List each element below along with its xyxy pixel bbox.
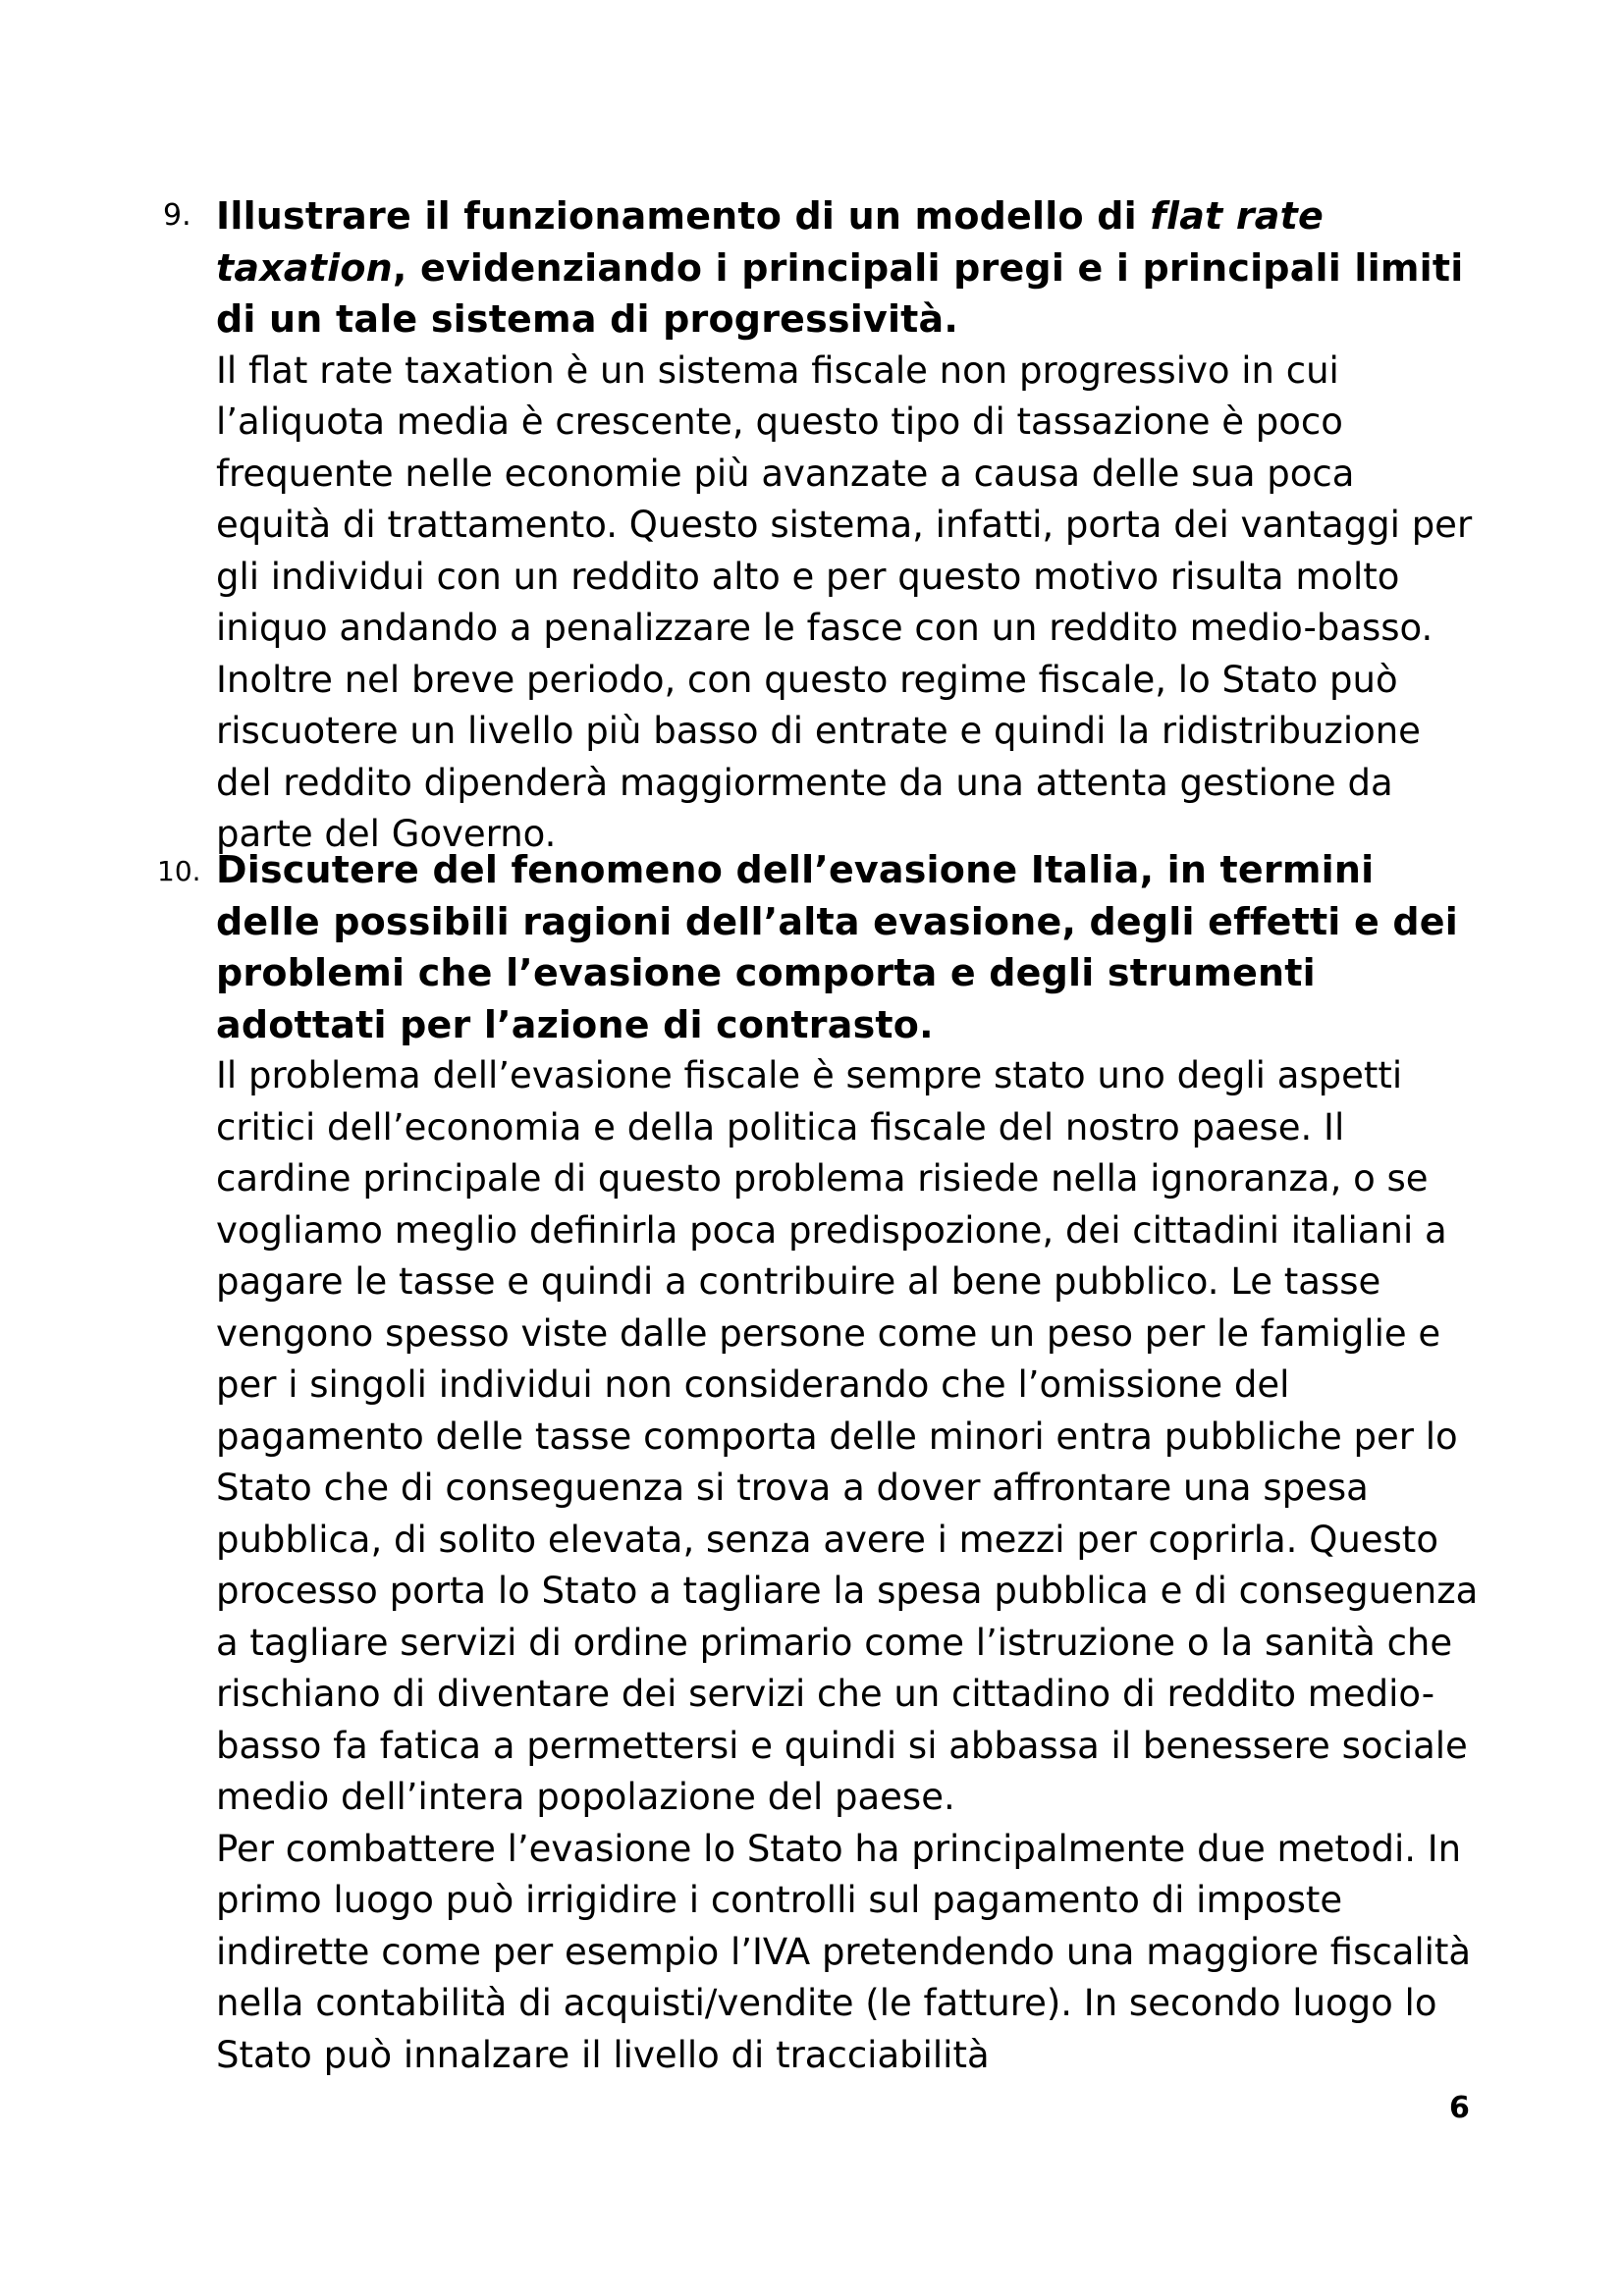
question-item-9: [163, 190, 1479, 861]
answer-body: [216, 1050, 1479, 2081]
answer-paragraph: Il problema dell’evasione fiscale è sempre stato uno degli aspetti critici dell’economia e della politica fiscale del nostro paese. Il cardine principale di questo problema risiede nella ignoranza, o se vogliamo meglio definirla poca predispozione, dei cittadini italiani a pagare le tasse e quindi a contribuire al bene pubblico. Le tasse vengono spesso viste dalle persone come un peso per le famiglie e per i singoli individui non considerando che l’omissione del pagamento delle tasse comporta delle minori entra pubbliche per lo Stato che di conseguenza si trova a dover affrontare una spesa pubblica, di solito elevata, senza avere i mezzi per coprirla. Questo processo porta lo Stato a tagliare la spesa pubblica e di conseguenza a tagliare servizi di ordine primario come l’istruzione o la sanità che rischiano di diventare dei servizi che un cittadino di reddito medio-basso fa fatica a permettersi e quindi si abbassa il benessere sociale medio dell’intera popolazione del paese.: [216, 1054, 1479, 1818]
item-number: 9.: [163, 198, 191, 233]
heading-italic-term: flat rate taxation: [216, 194, 1324, 290]
heading-text: , evidenziando i principali pregi e i principali limiti di un tale sistema di progressività.: [216, 245, 1464, 341]
question-heading: Discutere del fenomeno dell’evasione Italia, in termini delle possibili ragioni dell’alta evasione, degli effetti e dei problemi che l’evasione comporta e degli strumenti adottati per l’azione di contrasto.: [216, 848, 1458, 1046]
page-number: 6: [1449, 2091, 1470, 2125]
question-item-10: [157, 844, 1479, 2081]
heading-text: Illustrare il funzionamento di un modello di: [216, 194, 1151, 238]
answer-paragraph: Il flat rate taxation è un sistema fiscale non progressivo in cui l’aliquota media è crescente, questo tipo di tassazione è poco frequente nelle economie più avanzate a causa delle sua poca equità di trattamento. Questo sistema, infatti, porta dei vantaggi per gli individui con un reddito alto e per questo motivo risulta molto iniquo andando a penalizzare le fasce con un reddito medio-basso. Inoltre nel breve periodo, con questo regime fiscale, lo Stato può riscuotere un livello più basso di entrate e quindi la ridistribuzione del reddito dipenderà maggiormente da una attenta gestione da parte del Governo.: [216, 348, 1473, 855]
answer-paragraph: Per combattere l’evasione lo Stato ha principalmente due metodi. In primo luogo può irrigidire i controlli sul pagamento di imposte indirette come per esempio l’IVA pretendendo una maggiore fiscalità nella contabilità di acquisti/vendite (le fatture). In secondo luogo lo Stato può innalzare il livello di tracciabilità: [216, 1827, 1472, 2076]
answer-body: [216, 346, 1479, 861]
question-heading: [216, 190, 1479, 346]
item-number: 10.: [157, 855, 201, 887]
